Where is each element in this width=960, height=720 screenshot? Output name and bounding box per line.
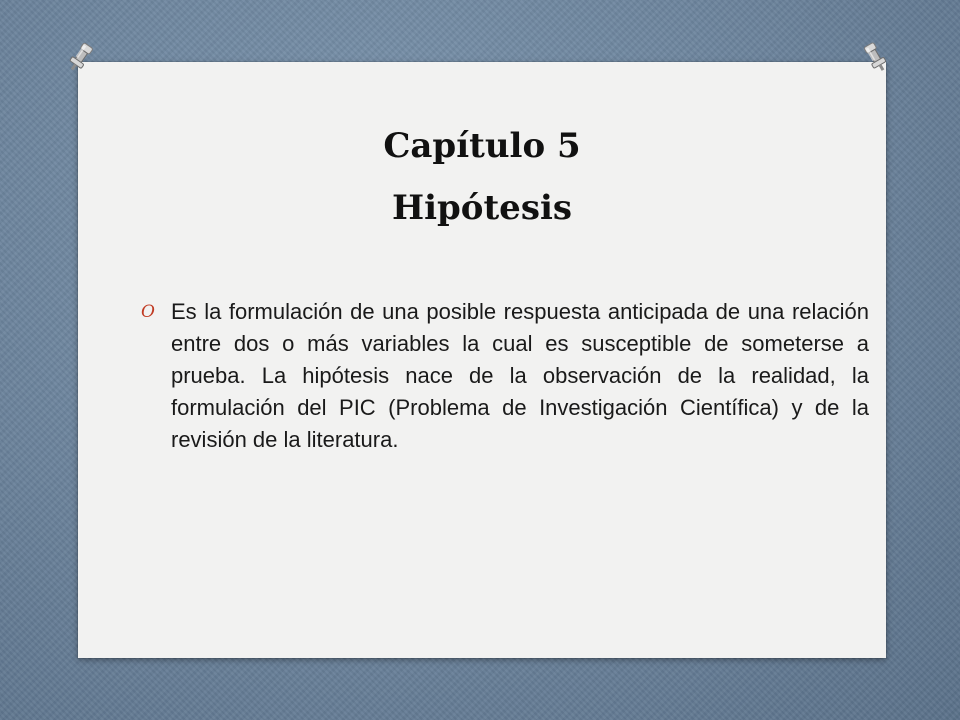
bullet-text: Es la formulación de una posible respuesta anticipada de una relación entre dos o más variables la cual es susceptible de someterse a prueba. La hipótesis nace de la observación de la realidad, la formulación del PIC (Problema de Investigación Científica) y de la revisión de la literatura. <box>171 299 869 452</box>
slide-card <box>78 62 886 658</box>
topic-title: Hipótesis <box>391 188 573 228</box>
bullet-marker-icon: O <box>141 302 155 322</box>
pushpin-icon <box>858 40 894 76</box>
bullet-item <box>141 296 869 456</box>
pushpin-icon <box>62 40 98 76</box>
chapter-title: Capítulo 5 <box>383 126 581 166</box>
